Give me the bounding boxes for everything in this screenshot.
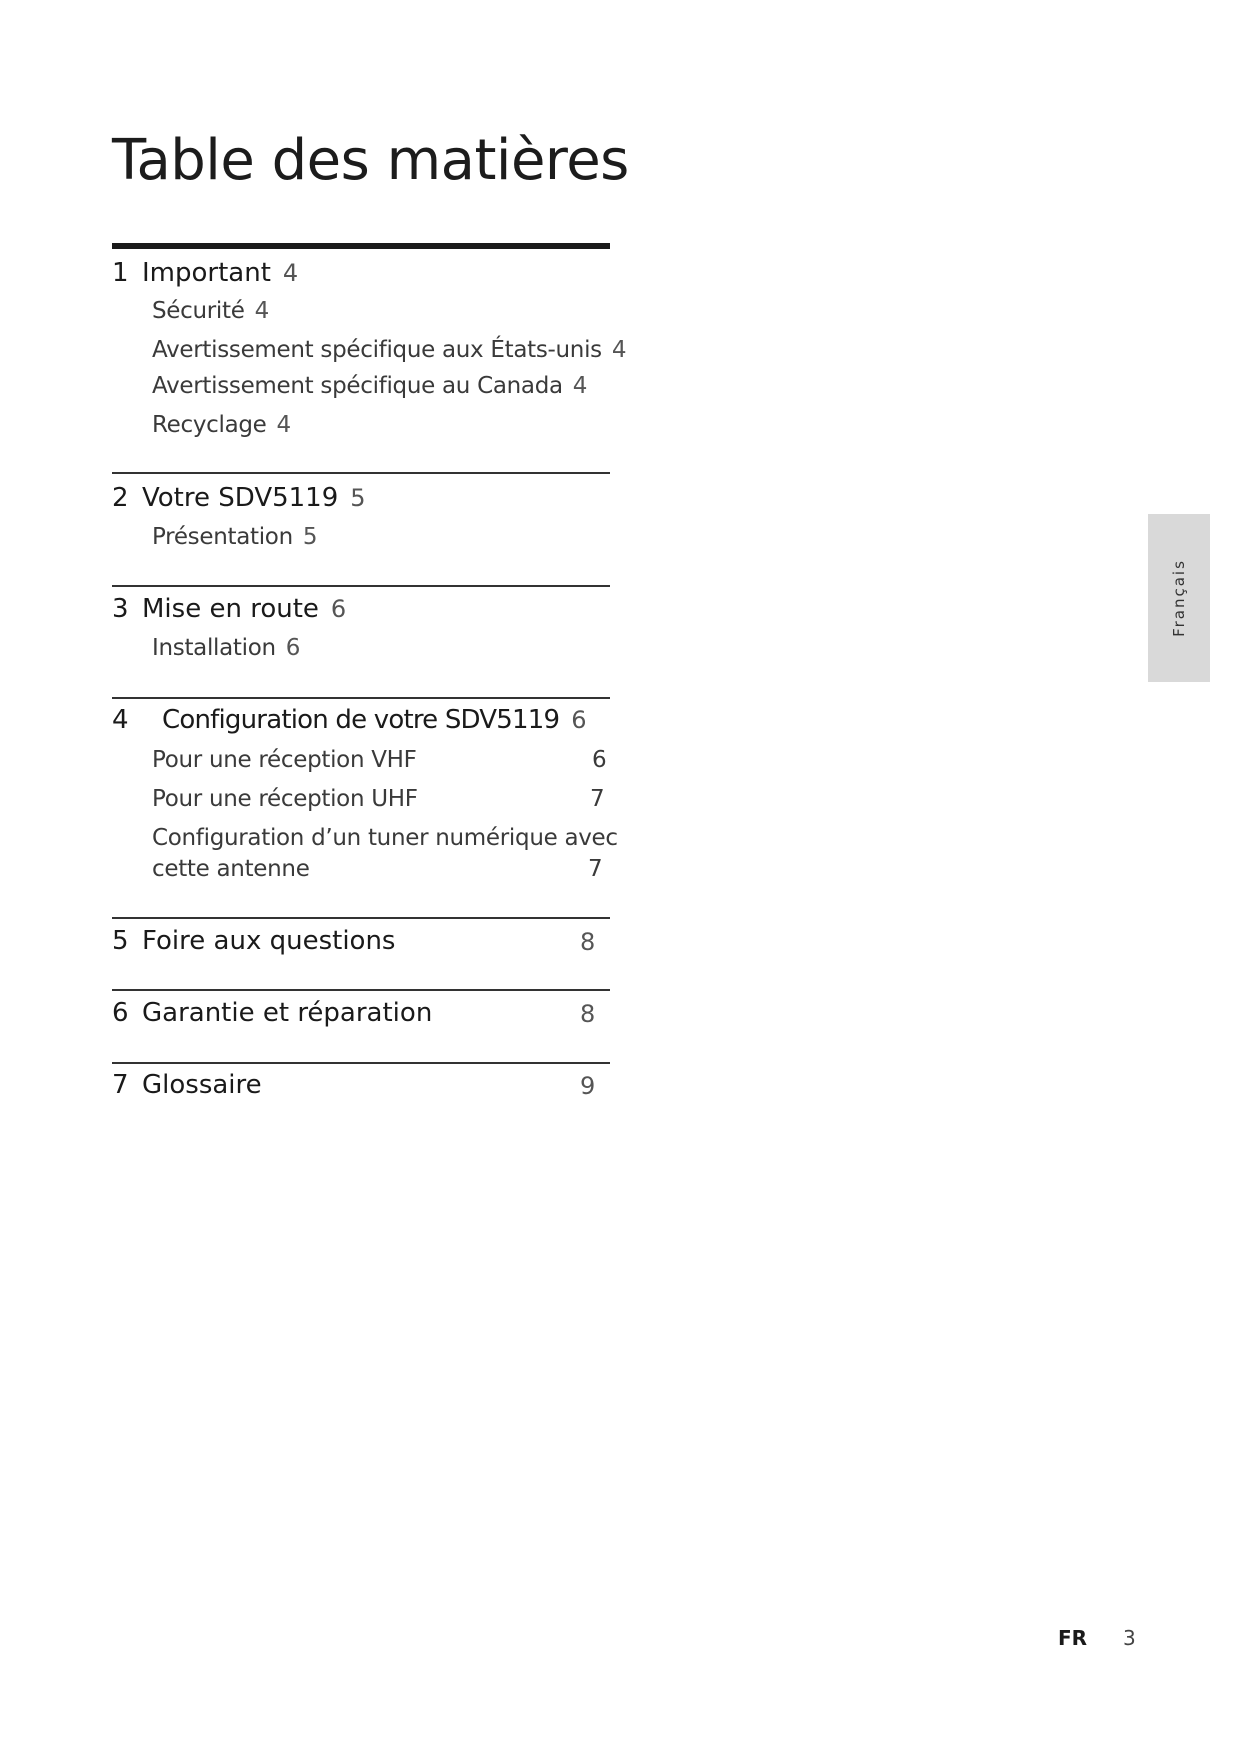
section-divider [112,1062,610,1064]
entry-label: Configuration d’un tuner numérique avec [152,825,618,851]
chapter-page: 4 [282,259,299,287]
section-divider [112,917,610,919]
entry-page: 6 [592,747,607,773]
chapter-label: Configuration de votre SDV5119 [162,705,560,735]
title-rule [112,243,610,249]
toc-entry-avertissement-canada[interactable] [152,373,587,399]
section-divider [112,989,610,991]
toc-chapter-5[interactable] [112,926,395,956]
chapter-label: Glossaire [142,1070,262,1100]
section-divider [112,472,610,474]
footer-page-number: 3 [1123,1626,1136,1650]
chapter-label: Important [142,258,271,288]
entry-page: 4 [254,298,269,324]
toc-chapter-6[interactable] [112,998,432,1028]
footer-language: FR [1058,1626,1088,1650]
language-tab-label: Français [1170,559,1188,637]
entry-page: 5 [302,524,318,550]
entry-label: Pour une réception VHF [152,747,417,773]
chapter-label: Foire aux questions [142,926,396,956]
chapter-number: 5 [112,926,129,956]
chapter-label: Votre SDV5119 [142,483,339,513]
chapter-number: 6 [112,998,129,1028]
toc-entry-tuner-numerique-cont[interactable] [152,856,310,882]
toc-chapter-3[interactable] [112,594,346,624]
entry-page: 4 [276,412,291,438]
chapter-number: 1 [112,258,129,288]
chapter-page: 8 [580,928,596,956]
entry-page: 6 [285,635,301,661]
page-title: Table des matières [112,128,629,193]
toc-entry-tuner-numerique[interactable] [152,825,618,851]
chapter-number: 7 [112,1070,129,1100]
entry-label: Pour une réception UHF [152,786,418,812]
toc-entry-avertissement-etats-unis[interactable] [152,337,626,363]
section-divider [112,697,610,699]
entry-page: 4 [611,337,627,363]
chapter-page: 5 [350,484,366,512]
entry-label: Recyclage [152,412,267,438]
toc-entry-installation[interactable] [152,635,300,661]
toc-entry-presentation[interactable] [152,524,317,550]
chapter-number: 2 [112,483,129,513]
entry-label: Présentation [152,524,293,550]
section-divider [112,585,610,587]
toc-chapter-4[interactable] [112,705,587,735]
entry-page: 7 [590,786,605,812]
entry-label-cont: cette antenne [152,856,310,882]
entry-label: Avertissement spécifique aux États-unis [152,337,602,363]
toc-chapter-2[interactable] [112,483,366,513]
toc-chapter-7[interactable] [112,1070,262,1100]
chapter-page: 6 [571,706,587,734]
chapter-label: Garantie et réparation [142,998,433,1028]
entry-page: 4 [572,373,588,399]
chapter-label: Mise en route [142,594,319,624]
entry-label: Avertissement spécifique au Canada [152,373,563,399]
toc-entry-reception-uhf[interactable] [152,786,418,812]
toc-chapter-1[interactable] [112,258,298,288]
chapter-page: 9 [580,1072,596,1100]
chapter-page: 6 [330,595,347,623]
toc-entry-securite[interactable] [152,298,269,324]
entry-page: 7 [588,856,603,882]
entry-label: Sécurité [152,298,245,324]
entry-label: Installation [152,635,276,661]
chapter-number: 4 [112,705,129,735]
toc-entry-reception-vhf[interactable] [152,747,417,773]
chapter-page: 8 [580,1000,596,1028]
language-tab [1148,514,1210,682]
toc-entry-recyclage[interactable] [152,412,291,438]
chapter-number: 3 [112,594,129,624]
